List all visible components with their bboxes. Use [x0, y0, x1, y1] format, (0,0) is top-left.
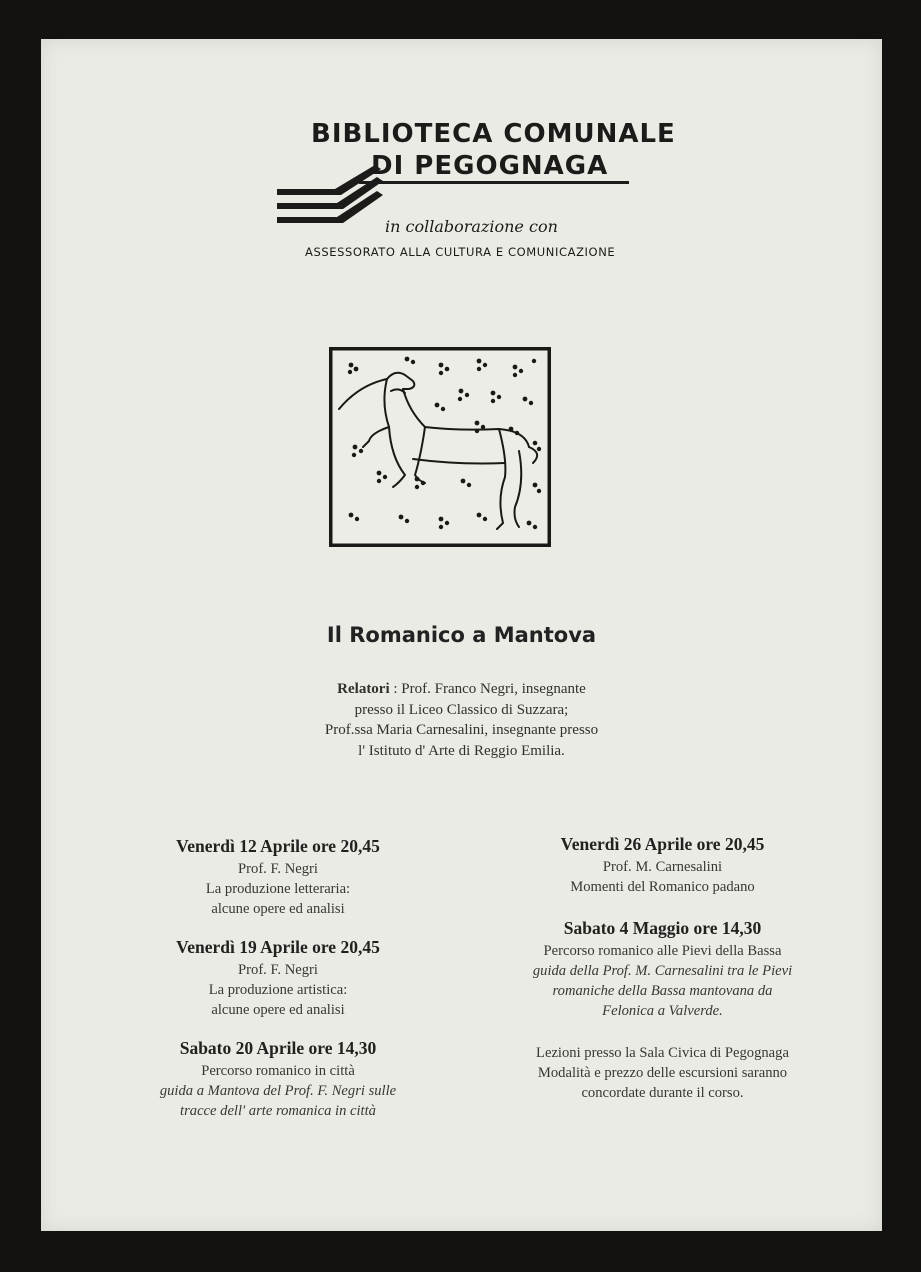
event-line: Percorso romanico alle Pievi della Bassa [543, 943, 782, 959]
event-guide-line: tracce dell' arte romanica in città [180, 1103, 376, 1119]
event-heading: Venerdì 26 Aprile ore 20,45 [560, 834, 765, 854]
event-line: alcune opere ed analisi [211, 1002, 345, 1018]
woodcut-horse-illustration [329, 347, 551, 547]
event-4-may [471, 917, 854, 1021]
event-heading: Venerdì 19 Aprile ore 20,45 [176, 937, 380, 957]
notes-line-2: Modalità e prezzo delle escursioni saranno [537, 1065, 788, 1081]
library-name-line2: DI PEGOGNAGA [371, 151, 609, 181]
course-notes [471, 1043, 854, 1103]
notes-line-3: concordate durante il corso. [581, 1085, 744, 1101]
event-guide-line: romaniche della Bassa mantovana da [552, 983, 773, 999]
event-heading: Venerdì 12 Aprile ore 20,45 [176, 836, 380, 856]
notes-line-1: Lezioni presso la Sala Civica di Pegognaga [536, 1045, 789, 1061]
speakers-line-4: l' Istituto d' Arte di Reggio Emilia. [358, 742, 565, 759]
event-line: Prof. F. Negri [238, 861, 318, 877]
speakers-line-2: presso il Liceo Classico di Suzzara; [354, 701, 569, 718]
event-12-april [93, 835, 463, 919]
event-heading: Sabato 4 Maggio ore 14,30 [563, 918, 762, 938]
event-line: Momenti del Romanico padano [570, 879, 755, 895]
event-line: La produzione artistica: [208, 982, 348, 998]
event-line: alcune opere ed analisi [211, 901, 345, 917]
event-guide-line: guida a Mantova del Prof. F. Negri sulle [159, 1083, 397, 1099]
event-19-april [93, 936, 463, 1020]
event-line: La produzione letteraria: [205, 881, 351, 897]
speakers-line-1 [41, 679, 882, 700]
event-title: Il Romanico a Mantova [326, 623, 597, 647]
event-guide-line: Felonica a Valverde. [602, 1003, 723, 1019]
poster-sheet [41, 39, 882, 1231]
assessorato-text: ASSESSORATO ALLA CULTURA E COMUNICAZIONE [305, 245, 616, 259]
collaboration-text: in collaborazione con [385, 217, 558, 236]
event-heading: Sabato 20 Aprile ore 14,30 [179, 1038, 377, 1058]
logo-underline [359, 181, 629, 184]
speakers-line-1-text: : Prof. Franco Negri, insegnante [389, 681, 586, 697]
event-20-april [93, 1037, 463, 1121]
event-guide-line: guida della Prof. M. Carnesalini tra le Pievi [532, 963, 793, 979]
event-line: Prof. M. Carnesalini [602, 859, 723, 875]
speakers-block [41, 679, 882, 761]
event-line: Prof. F. Negri [238, 962, 318, 978]
event-line: Percorso romanico in città [201, 1063, 355, 1079]
library-name-line1: BIBLIOTECA COMUNALE [311, 119, 676, 149]
event-26-april [471, 833, 854, 897]
speakers-label: Relatori [337, 681, 390, 697]
speakers-line-3: Prof.ssa Maria Carnesalini, insegnante presso [324, 722, 599, 738]
